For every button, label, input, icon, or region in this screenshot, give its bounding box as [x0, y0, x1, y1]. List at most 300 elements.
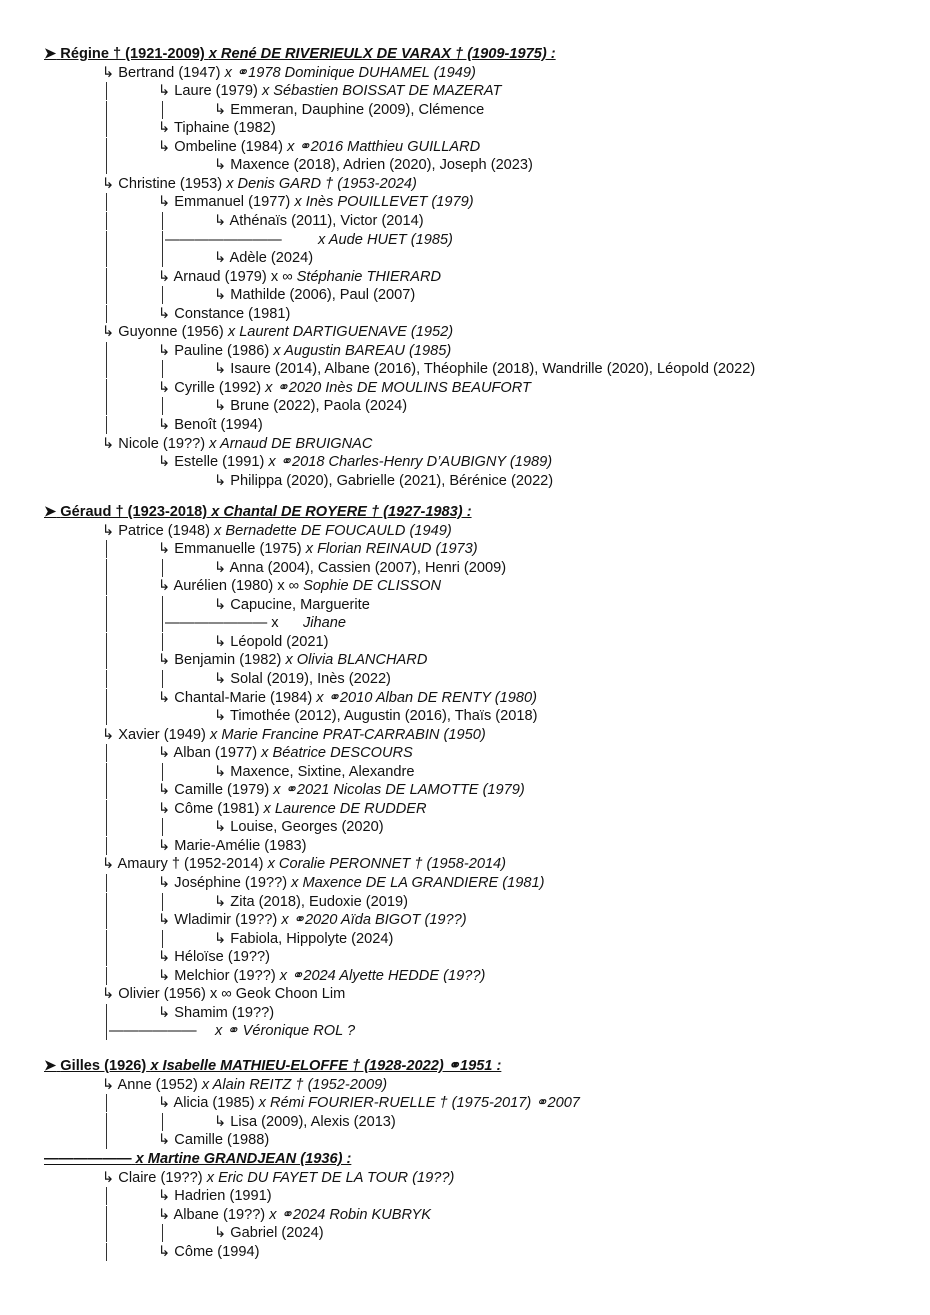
tree-entry	[0, 267, 930, 287]
entry-text	[158, 966, 485, 986]
entry-text	[102, 434, 372, 454]
entry-spouse: x ⚭2020 Aïda BIGOT (19??)	[281, 912, 467, 929]
tree-entry	[0, 230, 930, 250]
entry-text	[214, 817, 384, 837]
tree-connector-bar	[106, 781, 107, 799]
entry-name: Christine (1953)	[118, 175, 223, 192]
entry-name: Camille (1979)	[174, 782, 270, 799]
tree-entry	[0, 966, 930, 986]
branch-arrow-icon: ↳	[102, 175, 119, 192]
tree-connector-bar	[106, 286, 107, 304]
tree-connector-bar	[162, 893, 163, 911]
tree-entry	[0, 1093, 930, 1113]
entry-name: Benjamin (1982)	[174, 652, 282, 669]
entry-text	[102, 725, 486, 745]
tree-connector-bar	[162, 596, 163, 614]
tree-connector-bar	[162, 1113, 163, 1131]
entry-name: Emmanuel (1977)	[174, 194, 291, 211]
entry-name: Albane (19??)	[173, 1206, 266, 1223]
entry-spouse: x ⚭2024 Alyette HEDDE (19??)	[279, 967, 486, 984]
entry-spouse: x ⚭1978 Dominique DUHAMEL (1949)	[224, 64, 476, 81]
tree-entry	[0, 100, 930, 120]
tree-connector-bar	[106, 119, 107, 137]
branch-arrow-icon: ↳	[158, 1004, 175, 1021]
tree-entry	[0, 743, 930, 763]
tree-connector-bar	[106, 800, 107, 818]
entry-spouse: x ⚭2016 Matthieu GUILLARD	[287, 138, 481, 155]
entry-text	[214, 558, 506, 578]
tree-connector-bar	[106, 193, 107, 211]
entry-text	[214, 706, 537, 726]
entry-name: Philippa (2020), Gabrielle (2021), Bérénice (2022)	[230, 472, 554, 489]
entry-text	[158, 743, 413, 763]
tree-connector-bar	[106, 1206, 107, 1224]
entry-text	[102, 1168, 454, 1188]
tree-entry	[0, 1168, 930, 1188]
remarriage-dash-line: ——————	[109, 1023, 197, 1040]
entry-text	[214, 155, 533, 175]
tree-entry	[0, 63, 930, 83]
tree-entry	[0, 613, 930, 633]
tree-connector-bar	[162, 397, 163, 415]
tree-entry	[0, 396, 930, 416]
entry-spouse: x Olivia BLANCHARD	[285, 652, 428, 669]
tree-entry	[0, 322, 930, 342]
heading-arrow: ➤	[44, 504, 57, 520]
entry-text	[214, 359, 755, 379]
entry-text	[158, 1130, 269, 1150]
tree-entry	[0, 1186, 930, 1206]
heading-spouse: x Chantal DE ROYERE † (1927-1983) :	[211, 504, 472, 520]
section-heading-text	[44, 1056, 501, 1076]
entry-spouse: x Rémi FOURIER-RUELLE † (1975-2017) ⚭2007	[258, 1095, 580, 1112]
branch-arrow-icon: ↳	[214, 1113, 231, 1130]
entry-name: Alban (1977)	[173, 745, 258, 762]
entry-name: Gabriel (2024)	[230, 1225, 324, 1242]
branch-arrow-icon: ↳	[158, 1206, 174, 1223]
entry-name: Guyonne (1956)	[118, 324, 224, 341]
tree-connector-bar	[106, 416, 107, 434]
tree-connector-bar	[162, 231, 163, 249]
entry-text	[158, 576, 441, 596]
tree-connector-bar	[106, 763, 107, 781]
tree-entry	[0, 854, 930, 874]
branch-arrow-icon: ↳	[158, 454, 175, 471]
branch-arrow-icon: ↳	[158, 1132, 175, 1149]
entry-text	[214, 248, 313, 268]
entry-name: Chantal-Marie (1984)	[174, 689, 313, 706]
entry-text	[214, 892, 408, 912]
entry-name: Côme (1994)	[174, 1243, 260, 1260]
tree-connector-bar	[106, 212, 107, 230]
entry-text	[158, 118, 276, 138]
entry-spouse: x Florian REINAUD (1973)	[305, 541, 478, 558]
heading-spouse: x Martine GRANDJEAN (1936) :	[135, 1151, 352, 1167]
tree-entry	[0, 910, 930, 930]
heading-arrow: ➤	[44, 1058, 57, 1074]
entry-spouse: x Coralie PERONNET † (1958-2014)	[267, 856, 507, 873]
branch-arrow-icon: ↳	[214, 398, 231, 415]
entry-text	[102, 854, 506, 874]
entry-text	[214, 471, 553, 491]
entry-text	[214, 1223, 324, 1243]
entry-text	[214, 632, 328, 652]
entry-name: Constance (1981)	[174, 305, 291, 322]
heading-ancestor: ——————	[44, 1151, 132, 1167]
tree-connector-bar	[106, 397, 107, 415]
entry-name: Côme (1981)	[174, 800, 260, 817]
entry-name: Alicia (1985)	[173, 1095, 255, 1112]
tree-entry	[0, 521, 930, 541]
entry-name: Fabiola, Hippolyte (2024)	[230, 930, 394, 947]
branch-arrow-icon: ↳	[158, 837, 175, 854]
tree-connector-bar	[106, 670, 107, 688]
tree-entry	[0, 558, 930, 578]
tree-entry	[0, 780, 930, 800]
branch-arrow-icon: ↳	[158, 83, 175, 100]
entry-text	[102, 322, 453, 342]
branch-arrow-icon: ↳	[214, 101, 231, 118]
entry-text	[214, 100, 484, 120]
branch-arrow-icon: ↳	[102, 522, 119, 539]
branch-arrow-icon: ↳	[158, 912, 175, 929]
tree-connector-bar	[106, 1004, 107, 1022]
tree-entry	[0, 1021, 930, 1041]
heading-ancestor: Géraud † (1923-2018)	[60, 504, 208, 520]
entry-name: Louise, Georges (2020)	[230, 819, 384, 836]
entry-name: Marie-Amélie (1983)	[174, 837, 307, 854]
tree-entry	[0, 415, 930, 435]
entry-text	[158, 137, 480, 157]
branch-arrow-icon: ↳	[158, 745, 174, 762]
branch-arrow-icon: ↳	[102, 324, 119, 341]
entry-spouse: x ⚭2018 Charles-Henry D’AUBIGNY (1989)	[268, 454, 553, 471]
tree-connector-bar	[106, 540, 107, 558]
entry-text	[214, 396, 407, 416]
entry-spouse: x ⚭2010 Alban DE RENTY (1980)	[316, 689, 537, 706]
tree-connector-bar	[106, 930, 107, 948]
entry-text	[158, 304, 290, 324]
branch-arrow-icon: ↳	[158, 120, 175, 137]
entry-name: Zita (2018), Eudoxie (2019)	[230, 893, 408, 910]
branch-arrow-icon: ↳	[158, 541, 175, 558]
tree-connector-bar	[106, 156, 107, 174]
tree-connector-bar	[106, 249, 107, 267]
branch-arrow-icon: ↳	[214, 212, 230, 229]
entry-text	[214, 929, 393, 949]
tree-connector-bar	[162, 101, 163, 119]
tree-connector-bar	[106, 633, 107, 651]
entry-name: Xavier (1949)	[118, 726, 206, 743]
entry-text	[158, 1003, 274, 1023]
tree-connector-bar	[106, 874, 107, 892]
branch-arrow-icon: ↳	[158, 417, 175, 433]
branch-arrow-icon: ↳	[158, 138, 175, 155]
tree-entry	[0, 892, 930, 912]
tree-entry	[0, 1003, 930, 1023]
entry-name: Léopold (2021)	[230, 633, 329, 650]
entry-spouse: x Aude HUET (1985)	[318, 231, 453, 248]
entry-text	[158, 1186, 272, 1206]
tree-entry	[0, 378, 930, 398]
tree-connector-bar	[106, 614, 107, 632]
tree-connector-bar	[162, 614, 163, 632]
entry-spouse: x Arnaud DE BRUIGNAC	[209, 435, 373, 452]
entry-text	[102, 174, 417, 194]
entry-spouse: x Laurence DE RUDDER	[263, 800, 427, 817]
branch-arrow-icon: ↳	[214, 472, 231, 489]
entry-text	[158, 947, 270, 967]
entry-text	[158, 910, 467, 930]
entry-spouse: Sophie DE CLISSON	[303, 578, 442, 595]
branch-arrow-icon: ↳	[214, 1225, 231, 1242]
entry-text	[214, 211, 424, 231]
entry-name: Maxence (2018), Adrien (2020), Joseph (2023)	[230, 157, 533, 174]
tree-connector-bar	[162, 930, 163, 948]
tree-connector-bar	[162, 818, 163, 836]
entry-text	[158, 873, 544, 893]
branch-arrow-icon: ↳	[214, 930, 231, 947]
tree-connector-bar	[106, 231, 107, 249]
tree-connector-bar	[106, 342, 107, 360]
tree-entry	[0, 1205, 930, 1225]
entry-text	[158, 267, 441, 287]
entry-name: Aurélien (1980) x ∞	[173, 578, 300, 595]
tree-entry	[0, 81, 930, 101]
tree-connector-bar	[106, 360, 107, 378]
tree-entry	[0, 595, 930, 615]
tree-entry	[0, 706, 930, 726]
tree-connector-bar	[162, 763, 163, 781]
tree-entry	[0, 192, 930, 212]
tree-connector-bar	[106, 689, 107, 707]
branch-arrow-icon: ↳	[214, 157, 231, 174]
branch-arrow-icon: ↳	[102, 986, 119, 1003]
tree-connector-bar	[106, 893, 107, 911]
entry-text	[158, 539, 478, 559]
branch-arrow-icon: ↳	[158, 1095, 174, 1112]
branch-arrow-icon: ↳	[158, 689, 175, 706]
entry-name: Camille (1988)	[174, 1132, 270, 1149]
tree-connector-bar	[106, 1224, 107, 1242]
branch-arrow-icon: ↳	[214, 763, 231, 780]
tree-connector-bar	[106, 82, 107, 100]
entry-text	[158, 799, 427, 819]
branch-arrow-icon: ↳	[214, 287, 231, 304]
entry-name: Mathilde (2006), Paul (2007)	[230, 287, 416, 304]
tree-connector-bar	[106, 1022, 107, 1040]
branch-arrow-icon: ↳	[214, 559, 230, 576]
tree-connector-bar	[106, 101, 107, 119]
tree-connector-bar	[162, 249, 163, 267]
tree-entry	[0, 1223, 930, 1243]
branch-arrow-icon: ↳	[214, 250, 230, 267]
tree-entry	[0, 341, 930, 361]
entry-spouse: x Eric DU FAYET DE LA TOUR (19??)	[206, 1169, 455, 1186]
branch-arrow-icon: ↳	[214, 670, 231, 687]
tree-connector-bar	[162, 212, 163, 230]
branch-arrow-icon: ↳	[158, 967, 175, 984]
tree-entry	[0, 248, 930, 268]
entry-name: Laure (1979)	[174, 83, 258, 100]
tree-connector-bar	[106, 911, 107, 929]
entry-text	[158, 341, 451, 361]
entry-text	[158, 1242, 259, 1262]
entry-spouse: x ⚭ Véronique ROL ?	[215, 1023, 356, 1040]
entry-spouse: x Denis GARD † (1953-2024)	[226, 175, 417, 192]
entry-spouse: x ⚭2021 Nicolas DE LAMOTTE (1979)	[273, 782, 525, 799]
branch-arrow-icon: ↳	[158, 652, 175, 669]
entry-spouse: x Augustin BAREAU (1985)	[273, 342, 452, 359]
tree-connector-bar	[106, 818, 107, 836]
entry-name: Emmeran, Dauphine (2009), Clémence	[230, 101, 485, 118]
entry-text	[214, 595, 370, 615]
tree-connector-bar	[106, 577, 107, 595]
entry-name: Wladimir (19??)	[174, 912, 278, 929]
tree-connector-bar	[106, 1094, 107, 1112]
entry-name: Anne (1952)	[117, 1076, 198, 1093]
entry-name: Benoît (1994)	[174, 417, 263, 433]
entry-text	[214, 669, 391, 689]
tree-connector-bar	[106, 837, 107, 855]
entry-text	[158, 650, 427, 670]
branch-arrow-icon: ↳	[158, 782, 175, 799]
entry-name: Maxence, Sixtine, Alexandre	[230, 763, 415, 780]
tree-entry	[0, 1130, 930, 1150]
entry-spouse: x Inès POUILLEVET (1979)	[294, 194, 474, 211]
entry-text	[158, 378, 531, 398]
entry-text	[102, 984, 345, 1004]
tree-connector-bar	[162, 286, 163, 304]
branch-arrow-icon: ↳	[102, 64, 119, 81]
entry-name: Emmanuelle (1975)	[174, 541, 302, 558]
entry-spouse: x Bernadette DE FOUCAULD (1949)	[214, 522, 452, 539]
entry-spouse: x Marie Francine PRAT-CARRABIN (1950)	[209, 726, 486, 743]
entry-name: Anna (2004), Cassien (2007), Henri (2009)	[229, 559, 507, 576]
branch-arrow-icon: ↳	[158, 305, 175, 322]
branch-arrow-icon: ↳	[214, 633, 231, 650]
tree-entry	[0, 688, 930, 708]
entry-name: Lisa (2009), Alexis (2013)	[230, 1113, 396, 1130]
tree-connector-bar	[162, 633, 163, 651]
tree-entry	[0, 434, 930, 454]
tree-entry	[0, 762, 930, 782]
branch-arrow-icon: ↳	[158, 578, 174, 595]
entry-name: Bertrand (1947)	[118, 64, 221, 81]
tree-connector-bar	[106, 1131, 107, 1149]
branch-arrow-icon: ↳	[158, 949, 175, 966]
entry-name: Tiphaine (1982)	[174, 120, 276, 137]
tree-connector-bar	[106, 744, 107, 762]
branch-arrow-icon: ↳	[158, 1243, 175, 1260]
tree-entry	[0, 359, 930, 379]
entry-name: Brune (2022), Paola (2024)	[230, 398, 408, 415]
tree-entry	[0, 155, 930, 175]
tree-entry	[0, 304, 930, 324]
branch-arrow-icon: ↳	[158, 379, 175, 396]
branch-arrow-icon: ↳	[214, 893, 231, 910]
tree-entry	[0, 285, 930, 305]
entry-name: Estelle (1991)	[174, 454, 265, 471]
section-heading-text	[44, 1149, 351, 1169]
entry-name: Solal (2019), Inès (2022)	[230, 670, 391, 687]
branch-arrow-icon: ↳	[158, 194, 175, 211]
tree-connector-bar	[106, 379, 107, 397]
entry-name: Amaury † (1952-2014)	[117, 856, 264, 873]
tree-connector-bar	[106, 1243, 107, 1261]
tree-entry	[0, 632, 930, 652]
tree-entry	[0, 118, 930, 138]
tree-entry	[0, 836, 930, 856]
entry-spouse: x Maxence DE LA GRANDIERE (1981)	[291, 875, 545, 891]
branch-arrow-icon: ↳	[158, 875, 175, 891]
tree-entry	[0, 539, 930, 559]
tree-entry	[0, 576, 930, 596]
entry-name: Patrice (1948)	[118, 522, 210, 539]
tree-connector-bar	[106, 651, 107, 669]
entry-name: Arnaud (1979) x ∞	[173, 268, 293, 285]
branch-arrow-icon: ↳	[102, 856, 118, 873]
branch-arrow-icon: ↳	[102, 726, 119, 743]
tree-entry	[0, 669, 930, 689]
tree-connector-bar	[106, 305, 107, 323]
heading-spouse: x René DE RIVERIEULX DE VARAX † (1909-1975) :	[208, 46, 556, 62]
entry-name: Joséphine (19??)	[174, 875, 288, 891]
entry-spouse: x ⚭2024 Robin KUBRYK	[269, 1206, 431, 1223]
branch-arrow-icon: ↳	[102, 435, 119, 452]
tree-entry	[0, 873, 930, 893]
heading-arrow: ➤	[44, 46, 57, 62]
entry-name: Pauline (1986)	[174, 342, 270, 359]
entry-text	[214, 1112, 396, 1132]
entry-text	[102, 1075, 387, 1095]
section-heading-text	[44, 44, 556, 64]
entry-text	[214, 762, 414, 782]
branch-arrow-icon: ↳	[158, 342, 175, 359]
tree-entry	[0, 211, 930, 231]
tree-connector-bar	[106, 268, 107, 286]
entry-name: Hadrien (1991)	[174, 1188, 272, 1205]
heading-ancestor: Régine † (1921-2009)	[60, 46, 205, 62]
entry-name: Timothée (2012), Augustin (2016), Thaïs (2018)	[230, 708, 538, 725]
entry-name: Cyrille (1992)	[174, 379, 262, 396]
tree-entry	[0, 137, 930, 157]
remarriage-dash-line: ——————— x	[165, 615, 279, 632]
entry-name: Capucine, Marguerite	[230, 596, 370, 613]
entry-name: Claire (19??)	[118, 1169, 203, 1186]
tree-connector-bar	[162, 670, 163, 688]
entry-text	[158, 452, 552, 472]
tree-connector-bar	[106, 138, 107, 156]
tree-entry	[0, 1075, 930, 1095]
branch-arrow-icon: ↳	[158, 268, 174, 285]
tree-entry	[0, 929, 930, 949]
section-heading-text	[44, 502, 472, 522]
branch-arrow-icon: ↳	[158, 800, 175, 817]
entry-text	[158, 81, 501, 101]
entry-name: Olivier (1956) x ∞ Geok Choon Lim	[118, 986, 346, 1003]
tree-connector-bar	[106, 707, 107, 725]
tree-entry	[0, 947, 930, 967]
tree-connector-bar	[106, 948, 107, 966]
entry-spouse: x Alain REITZ † (1952-2009)	[201, 1076, 388, 1093]
entry-name: Isaure (2014), Albane (2016), Théophile (2018), Wandrille (2020), Léopold (2022)	[230, 361, 756, 378]
entry-name: Nicole (19??)	[118, 435, 206, 452]
tree-connector-bar	[106, 1187, 107, 1205]
branch-arrow-icon: ↳	[102, 1169, 119, 1186]
entry-text	[158, 836, 307, 856]
entry-text	[214, 285, 415, 305]
